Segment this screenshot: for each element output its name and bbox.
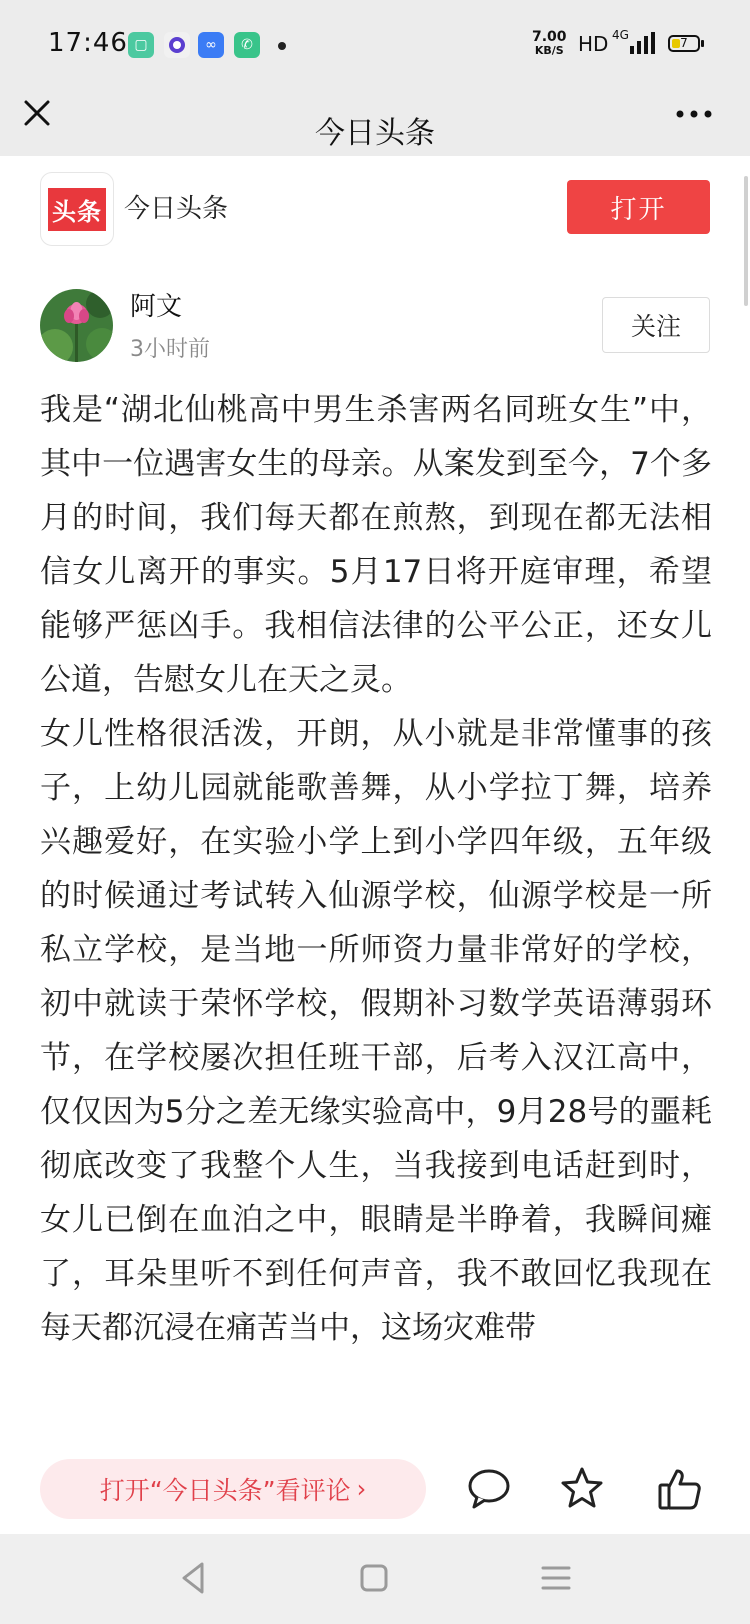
post-time: 3小时前	[130, 337, 210, 362]
lotus-avatar-image	[40, 289, 113, 362]
chevron-right-icon: ›	[356, 1475, 367, 1503]
follow-button[interactable]: 关注	[602, 297, 710, 353]
battery-level: 7	[680, 36, 688, 50]
battery-icon	[668, 35, 700, 52]
network-speed-unit: KB/S	[534, 44, 564, 57]
open-comments-label: 打开“今日头条”看评论	[99, 1476, 351, 1505]
more-notifications-dot	[278, 42, 286, 50]
more-dots-icon	[674, 98, 726, 150]
avatar[interactable]	[40, 289, 113, 362]
home-square-icon	[352, 1556, 396, 1600]
home-nav-button[interactable]	[352, 1556, 396, 1600]
infinity-app-icon: ∞	[198, 32, 224, 58]
star-icon	[558, 1465, 606, 1513]
phone-app-icon: ✆	[234, 32, 260, 58]
menu-lines-icon	[534, 1556, 578, 1600]
page-title: 今日头条	[315, 116, 435, 151]
system-navigation-bar	[0, 1534, 750, 1624]
title-bar	[0, 92, 750, 156]
more-options-button[interactable]	[674, 98, 726, 150]
message-app-icon: ▢	[128, 32, 154, 58]
comment-button[interactable]	[465, 1465, 513, 1513]
hd-label: HD	[578, 32, 609, 56]
app-name: 今日头条	[124, 194, 229, 224]
comment-bubble-icon	[465, 1465, 513, 1513]
article-body	[40, 383, 712, 1440]
network-speed	[532, 30, 567, 58]
open-comments-button[interactable]	[40, 1459, 426, 1519]
back-triangle-icon	[172, 1556, 216, 1600]
app-logo-text: 头条	[48, 188, 106, 231]
status-bar	[0, 0, 750, 92]
article-paragraph: 女儿性格很活泼，开朗，从小就是非常懂事的孩子，上幼儿园就能歌善舞，从小学拉丁舞，培养兴趣爱好，在实验小学上到小学四年级，五年级的时候通过考试转入仙源学校，仙源学校是一所私立学校，是当地一所师资力量非常好的学校，初中就读于荣怀学校，假期补习数学英语薄弱环节，在学校屡次担任班干部，后考入汉江高中，仅仅因为5分之差无缘实验高中，9月28号的噩耗彻底改变了我整个人生，当我接到电话赶到时，女儿已倒在血泊之中，眼睛是半睁着，我瞬间瘫了，耳朵里听不到任何声音，我不敢回忆我现在每天都沉浸在痛苦当中，这场灾难带	[40, 716, 712, 1346]
like-button[interactable]	[656, 1465, 704, 1513]
scroll-indicator	[744, 176, 748, 306]
recents-nav-button[interactable]	[534, 1556, 578, 1600]
back-nav-button[interactable]	[172, 1556, 216, 1600]
status-time: 17:46	[48, 28, 128, 58]
browser-app-icon	[164, 32, 190, 58]
open-app-button[interactable]: 打开	[567, 180, 710, 234]
author-name[interactable]: 阿文	[130, 292, 183, 322]
network-type-label: 4G	[612, 28, 629, 42]
thumbs-up-icon	[656, 1465, 704, 1513]
article-paragraph: 我是“湖北仙桃高中男生杀害两名同班女生”中，其中一位遇害女生的母亲。从案发到至今，7个多月的时间，我们每天都在煎熬，到现在都无法相信女儿离开的事实。5月17日将开庭审理，希望能够严惩凶手。我相信法律的公平公正，还女儿公道，告慰女儿在天之灵。	[40, 392, 712, 698]
favorite-button[interactable]	[558, 1465, 606, 1513]
network-speed-value: 7.00	[532, 29, 567, 45]
bottom-action-bar	[0, 1437, 750, 1534]
app-logo[interactable]	[40, 172, 114, 246]
